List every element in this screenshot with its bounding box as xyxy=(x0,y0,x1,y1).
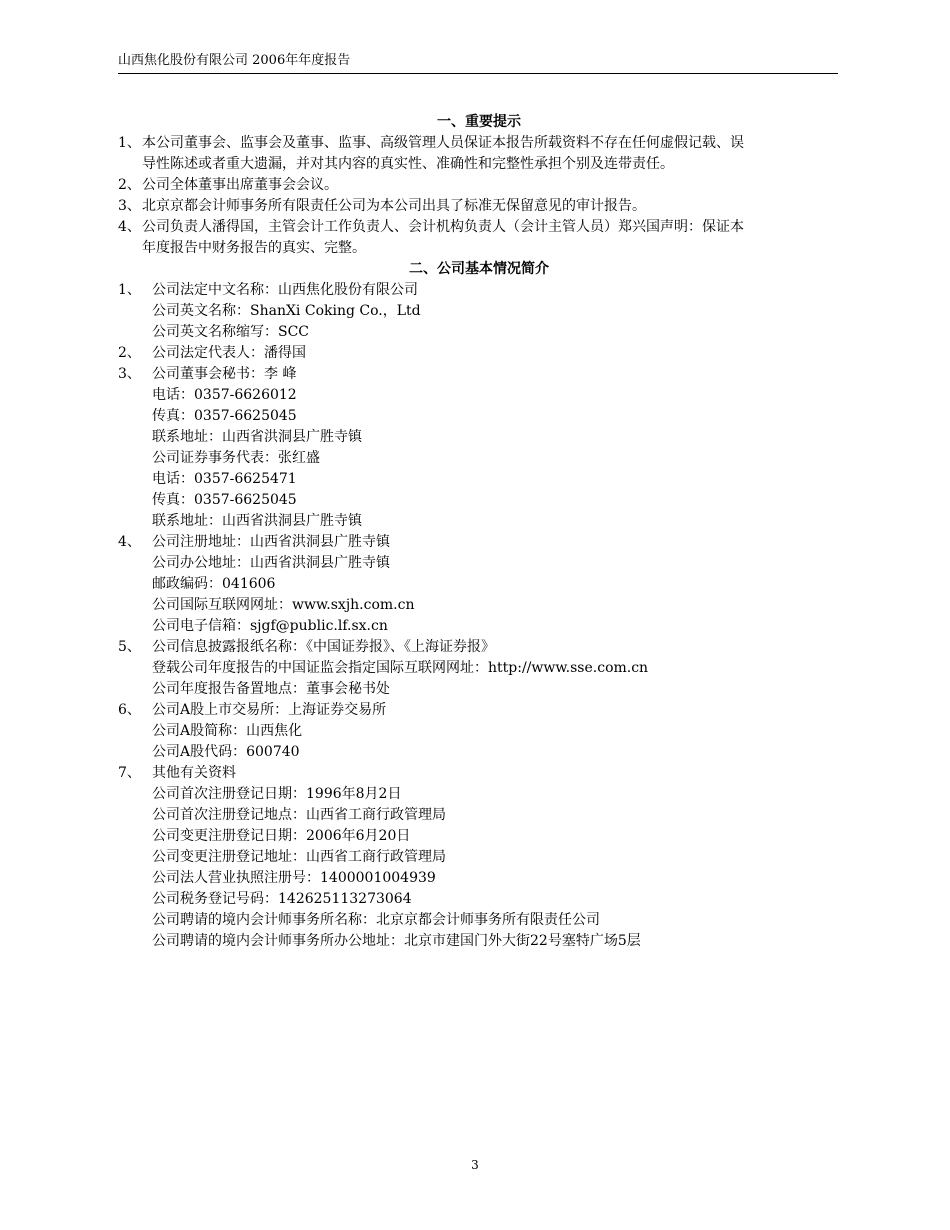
list-item-line: 公司英文名称：ShanXi Coking Co.，Ltd xyxy=(152,303,421,319)
list-item-line: 邮政编码：041606 xyxy=(152,576,276,592)
company-profile-list xyxy=(118,280,840,952)
important-notice-list xyxy=(118,133,840,259)
list-item-number: 2、 xyxy=(118,177,141,193)
list-item-number: 3、 xyxy=(118,198,141,214)
list-item-line: 公司A股简称：山西焦化 xyxy=(152,723,303,739)
document-body xyxy=(118,112,840,952)
list-item-line: 公司英文名称缩写：SCC xyxy=(152,324,310,340)
list-item-line: 本公司董事会、监事会及董事、监事、高级管理人员保证本报告所载资料不存在任何虚假记载、误 xyxy=(142,135,744,151)
list-item xyxy=(118,175,840,196)
list-item-line: 公司董事会秘书：李 峰 xyxy=(152,366,297,382)
list-item-number: 1、 xyxy=(118,282,141,298)
list-item-line: 公司全体董事出席董事会会议。 xyxy=(142,177,338,193)
list-item-line: 其他有关资料 xyxy=(152,765,236,781)
list-item-line: 公司聘请的境内会计师事务所办公地址：北京市建国门外大街22号塞特广场5层 xyxy=(152,933,641,949)
list-item-line: 登载公司年度报告的中国证监会指定国际互联网网址：http://www.sse.com.cn xyxy=(152,660,649,676)
list-item xyxy=(118,700,840,763)
list-item-line: 公司法定中文名称：山西焦化股份有限公司 xyxy=(152,282,418,298)
list-item-line: 公司首次注册登记地点：山西省工商行政管理局 xyxy=(152,807,446,823)
report-header-title: 山西焦化股份有限公司 2006年年度报告 xyxy=(118,53,351,68)
list-item-number: 3、 xyxy=(118,366,141,382)
list-item-line: 公司聘请的境内会计师事务所名称：北京京都会计师事务所有限责任公司 xyxy=(152,912,600,928)
section-title-company-profile: 二、公司基本情况简介 xyxy=(409,261,549,277)
list-item-line: 年度报告中财务报告的真实、完整。 xyxy=(142,240,366,256)
list-item-line: 传真：0357-6625045 xyxy=(152,408,297,424)
list-item-line: 公司电子信箱：sjgf@public.lf.sx.cn xyxy=(152,618,388,634)
list-item xyxy=(118,364,840,532)
list-item-line: 公司A股上市交易所：上海证券交易所 xyxy=(152,702,387,718)
list-item xyxy=(118,133,840,175)
list-item-number: 4、 xyxy=(118,219,141,235)
list-item-line: 联系地址：山西省洪洞县广胜寺镇 xyxy=(152,513,362,529)
list-item-line: 公司法人营业执照注册号：1400001004939 xyxy=(152,870,436,886)
list-item-line: 公司办公地址：山西省洪洞县广胜寺镇 xyxy=(152,555,390,571)
list-item xyxy=(118,637,840,700)
list-item-number: 5、 xyxy=(118,639,141,655)
list-item-line: 公司年度报告备置地点：董事会秘书处 xyxy=(152,681,390,697)
list-item-line: 联系地址：山西省洪洞县广胜寺镇 xyxy=(152,429,362,445)
section-title-important-notice: 一、重要提示 xyxy=(437,114,521,130)
list-item-line: 公司信息披露报纸名称：《中国证券报》、《上海证券报》 xyxy=(152,639,495,655)
list-item-line: 导性陈述或者重大遗漏，并对其内容的真实性、准确性和完整性承担个别及连带责任。 xyxy=(142,156,674,172)
list-item-line: 公司A股代码：600740 xyxy=(152,744,300,760)
list-item-line: 传真：0357-6625045 xyxy=(152,492,297,508)
list-item-line: 公司国际互联网网址：www.sxjh.com.cn xyxy=(152,597,415,613)
list-item-line: 公司变更注册登记日期：2006年6月20日 xyxy=(152,828,411,844)
list-item-line: 公司税务登记号码：142625113273064 xyxy=(152,891,412,907)
list-item xyxy=(118,280,840,343)
page-number: 3 xyxy=(471,1158,479,1172)
list-item-line: 北京京都会计师事务所有限责任公司为本公司出具了标准无保留意见的审计报告。 xyxy=(142,198,646,214)
list-item xyxy=(118,763,840,952)
list-item-number: 6、 xyxy=(118,702,141,718)
list-item-line: 电话：0357-6625471 xyxy=(152,471,297,487)
list-item xyxy=(118,343,840,364)
list-item xyxy=(118,196,840,217)
page-header xyxy=(118,52,838,70)
list-item-line: 公司注册地址：山西省洪洞县广胜寺镇 xyxy=(152,534,390,550)
list-item-line: 公司首次注册登记日期：1996年8月2日 xyxy=(152,786,402,802)
list-item-line: 公司变更注册登记地址：山西省工商行政管理局 xyxy=(152,849,446,865)
list-item-line: 电话：0357-6626012 xyxy=(152,387,297,403)
list-item-number: 4、 xyxy=(118,534,141,550)
list-item-number: 2、 xyxy=(118,345,141,361)
list-item-line: 公司证券事务代表：张红盛 xyxy=(152,450,320,466)
list-item-line: 公司法定代表人：潘得国 xyxy=(152,345,306,361)
list-item-line: 公司负责人潘得国，主管会计工作负责人、会计机构负责人（会计主管人员）郑兴国声明：保证本 xyxy=(142,219,744,235)
list-item-number: 1、 xyxy=(118,135,141,151)
list-item xyxy=(118,217,840,259)
list-item-number: 7、 xyxy=(118,765,141,781)
list-item xyxy=(118,532,840,637)
header-divider xyxy=(118,73,838,74)
